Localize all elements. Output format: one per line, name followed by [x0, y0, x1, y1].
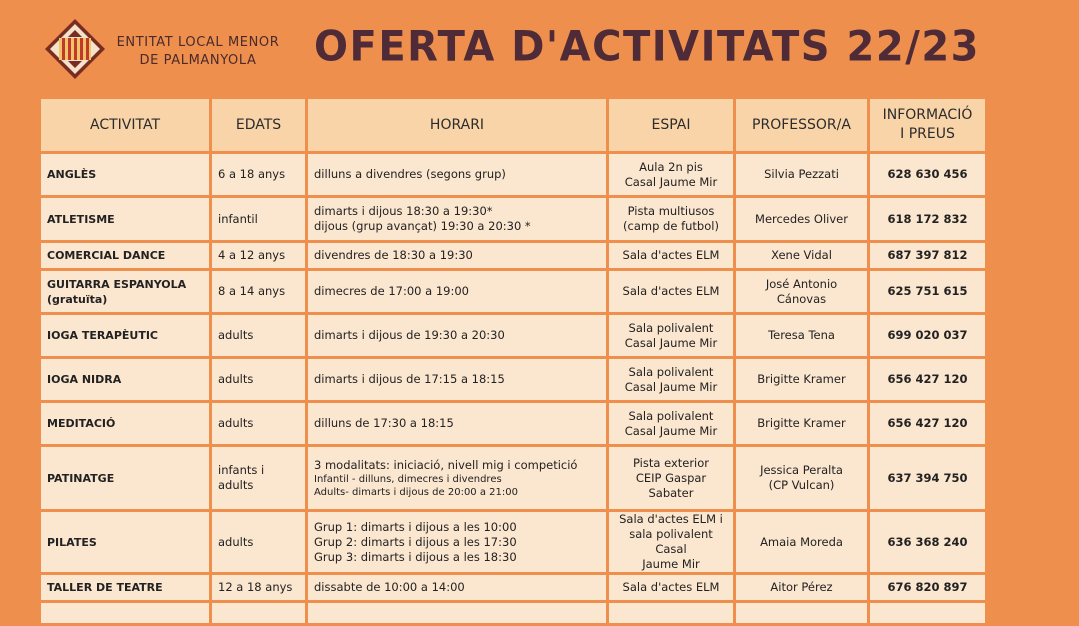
- cell-empty: [870, 603, 985, 623]
- cell-activitat: [41, 575, 209, 600]
- cell-espai: [609, 575, 733, 600]
- schedule-detail: Infantil - dilluns, dimecres i divendres: [314, 473, 502, 485]
- cell-horari: [308, 512, 606, 572]
- cell-empty: [736, 603, 867, 623]
- cell-espai: [609, 154, 733, 195]
- cell-horari: [308, 575, 606, 600]
- cell-professor: [736, 575, 867, 600]
- teacher-line: Xene Vidal: [771, 248, 832, 262]
- header-info: [870, 99, 985, 151]
- table-row: [41, 403, 985, 444]
- cell-edats: infants i adults: [212, 447, 305, 509]
- cell-professor: [736, 359, 867, 400]
- header-info-line1: INFORMACIÓ: [882, 107, 973, 123]
- schedule-line: divendres de 18:30 a 19:30: [314, 248, 473, 262]
- teacher-line: Brigitte Kramer: [757, 416, 846, 430]
- schedule-line: Grup 1: dimarts i dijous a les 10:00: [314, 519, 517, 534]
- cell-espai: [609, 315, 733, 356]
- activity-name: IOGA TERAPÈUTIC: [47, 329, 158, 342]
- cell-empty: [41, 603, 209, 623]
- cell-activitat: [41, 512, 209, 572]
- table-row: [41, 154, 985, 195]
- table-row: [41, 359, 985, 400]
- activity-name: GUITARRA ESPANYOLA: [47, 277, 187, 291]
- venue-line: Jaume Mir: [642, 557, 700, 571]
- venue-line: Pista exterior: [632, 455, 710, 470]
- cell-activitat: [41, 154, 209, 195]
- venue-line: Casal Jaume Mir: [624, 423, 718, 438]
- teacher-line: Brigitte Kramer: [757, 372, 846, 386]
- cell-professor: [736, 154, 867, 195]
- table-row: [41, 243, 985, 268]
- schedule-line: dimarts i dijous de 17:15 a 18:15: [314, 372, 505, 386]
- cell-info-phone: 676 820 897: [870, 575, 985, 600]
- cell-professor: [736, 198, 867, 240]
- cell-activitat: [41, 243, 209, 268]
- cell-info-phone: 628 630 456: [870, 154, 985, 195]
- cell-espai: [609, 512, 733, 572]
- cell-horari: [308, 359, 606, 400]
- activity-name: MEDITACIÓ: [47, 417, 116, 430]
- venue-line: Casal Jaume Mir: [624, 335, 718, 350]
- cell-edats: adults: [212, 403, 305, 444]
- activity-name: IOGA NIDRA: [47, 373, 122, 386]
- schedule-line: Grup 2: dimarts i dijous a les 17:30: [314, 534, 517, 549]
- schedule-line: dimarts i dijous de 19:30 a 20:30: [314, 328, 505, 342]
- activity-name: PILATES: [47, 535, 97, 549]
- venue-line: Pista multiusos: [627, 204, 715, 218]
- cell-activitat: [41, 447, 209, 509]
- org-line-2: DE PALMANYOLA: [139, 53, 257, 68]
- cell-horari: [308, 447, 606, 509]
- cell-activitat: [41, 271, 209, 312]
- teacher-line: Jessica Peralta: [760, 463, 843, 477]
- activity-name: PATINATGE: [47, 471, 115, 485]
- teacher-line: Aitor Pérez: [770, 580, 833, 594]
- cell-espai: [609, 198, 733, 240]
- cell-edats: adults: [212, 512, 305, 572]
- cell-espai: [609, 243, 733, 268]
- cell-edats: 12 a 18 anys: [212, 575, 305, 600]
- table-row: [41, 198, 985, 240]
- cell-edats: 6 a 18 anys: [212, 154, 305, 195]
- cell-info-phone: 636 368 240: [870, 512, 985, 572]
- cell-horari: [308, 243, 606, 268]
- venue-line: Casal Jaume Mir: [624, 174, 718, 189]
- cell-activitat: [41, 315, 209, 356]
- venue-line: sala polivalent Casal: [629, 527, 713, 556]
- header-activitat: ACTIVITAT: [41, 99, 209, 151]
- activity-name: TALLER DE TEATRE: [47, 581, 163, 594]
- coat-of-arms-icon: [44, 18, 106, 80]
- activities-table-wrap: [38, 96, 988, 626]
- cell-edats: 8 a 14 anys: [212, 271, 305, 312]
- cell-info-phone: 699 020 037: [870, 315, 985, 356]
- cell-professor: [736, 315, 867, 356]
- header-horari: HORARI: [308, 99, 606, 151]
- header-professor: PROFESSOR/A: [736, 99, 867, 151]
- table-row: [41, 575, 985, 600]
- cell-professor: [736, 512, 867, 572]
- cell-info-phone: 618 172 832: [870, 198, 985, 240]
- schedule-detail: Adults- dimarts i dijous de 20:00 a 21:00: [314, 486, 518, 498]
- teacher-line: Teresa Tena: [768, 328, 835, 342]
- cell-empty: [609, 603, 733, 623]
- cell-edats: infantil: [212, 198, 305, 240]
- venue-line: Sala polivalent: [628, 408, 714, 423]
- org-line-1: ENTITAT LOCAL MENOR: [116, 35, 280, 50]
- venue-line: Sala d'actes ELM: [622, 284, 720, 298]
- schedule-line: dijous (grup avançat) 19:30 a 20:30 *: [314, 219, 531, 233]
- cell-horari: [308, 315, 606, 356]
- cell-activitat: [41, 198, 209, 240]
- cell-info-phone: 656 427 120: [870, 403, 985, 444]
- venue-line: Sala polivalent: [628, 320, 714, 335]
- schedule-line: dimarts i dijous 18:30 a 19:30*: [314, 204, 493, 218]
- cell-info-phone: 656 427 120: [870, 359, 985, 400]
- cell-professor: [736, 243, 867, 268]
- table-row: [41, 512, 985, 572]
- activities-table: [38, 96, 988, 626]
- cell-edats: 4 a 12 anys: [212, 243, 305, 268]
- cell-professor: [736, 403, 867, 444]
- cell-horari: [308, 198, 606, 240]
- teacher-line: Silvia Pezzati: [764, 167, 839, 181]
- cell-edats: adults: [212, 359, 305, 400]
- table-row: [41, 447, 985, 509]
- cell-empty: [308, 603, 606, 623]
- teacher-line: (CP Vulcan): [768, 478, 835, 492]
- cell-professor: [736, 447, 867, 509]
- cell-activitat: [41, 359, 209, 400]
- cell-empty: [212, 603, 305, 623]
- venue-line: Aula 2n pis: [639, 159, 703, 174]
- cell-horari: [308, 271, 606, 312]
- table-row: [41, 271, 985, 312]
- activity-name: ATLETISME: [47, 212, 115, 226]
- cell-horari: [308, 154, 606, 195]
- schedule-line: 3 modalitats: iniciació, nivell mig i competició: [314, 457, 578, 472]
- header-espai: ESPAI: [609, 99, 733, 151]
- table-row: [41, 315, 985, 356]
- venue-line: Sala d'actes ELM: [622, 580, 720, 594]
- schedule-line: dilluns a divendres (segons grup): [314, 167, 506, 181]
- cell-horari: [308, 403, 606, 444]
- venue-line: (camp de futbol): [623, 219, 719, 233]
- page-title: OFERTA D'ACTIVITATS 22/23: [314, 22, 980, 71]
- schedule-line: Grup 3: dimarts i dijous a les 18:30: [314, 549, 517, 564]
- venue-line: Sala d'actes ELM: [622, 248, 720, 262]
- organization-name: [108, 34, 288, 70]
- table-header-row: [41, 99, 985, 151]
- teacher-line: José Antonio Cánovas: [765, 276, 838, 306]
- header-edats: EDATS: [212, 99, 305, 151]
- venue-line: Sala d'actes ELM i: [619, 512, 723, 526]
- schedule-line: dimecres de 17:00 a 19:00: [314, 284, 469, 298]
- table-row-partial: [41, 603, 985, 623]
- header-info-line2: I PREUS: [900, 126, 955, 142]
- cell-edats: adults: [212, 315, 305, 356]
- cell-espai: [609, 447, 733, 509]
- venue-line: CEIP Gaspar Sabater: [635, 470, 707, 500]
- schedule-line: dissabte de 10:00 a 14:00: [314, 580, 465, 594]
- teacher-line: Mercedes Oliver: [755, 211, 848, 226]
- teacher-line: Amaia Moreda: [760, 534, 843, 549]
- schedule-line: dilluns de 17:30 a 18:15: [314, 416, 454, 430]
- cell-info-phone: 625 751 615: [870, 271, 985, 312]
- cell-espai: [609, 359, 733, 400]
- cell-activitat: [41, 403, 209, 444]
- cell-espai: [609, 271, 733, 312]
- cell-espai: [609, 403, 733, 444]
- page-header: [0, 0, 1079, 92]
- cell-professor: [736, 271, 867, 312]
- activity-name: COMERCIAL DANCE: [47, 249, 166, 262]
- cell-info-phone: 687 397 812: [870, 243, 985, 268]
- activity-name: ANGLÈS: [47, 168, 97, 181]
- activity-note: (gratuïta): [47, 292, 108, 306]
- venue-line: Sala polivalent: [628, 364, 714, 379]
- venue-line: Casal Jaume Mir: [624, 379, 718, 394]
- cell-info-phone: 637 394 750: [870, 447, 985, 509]
